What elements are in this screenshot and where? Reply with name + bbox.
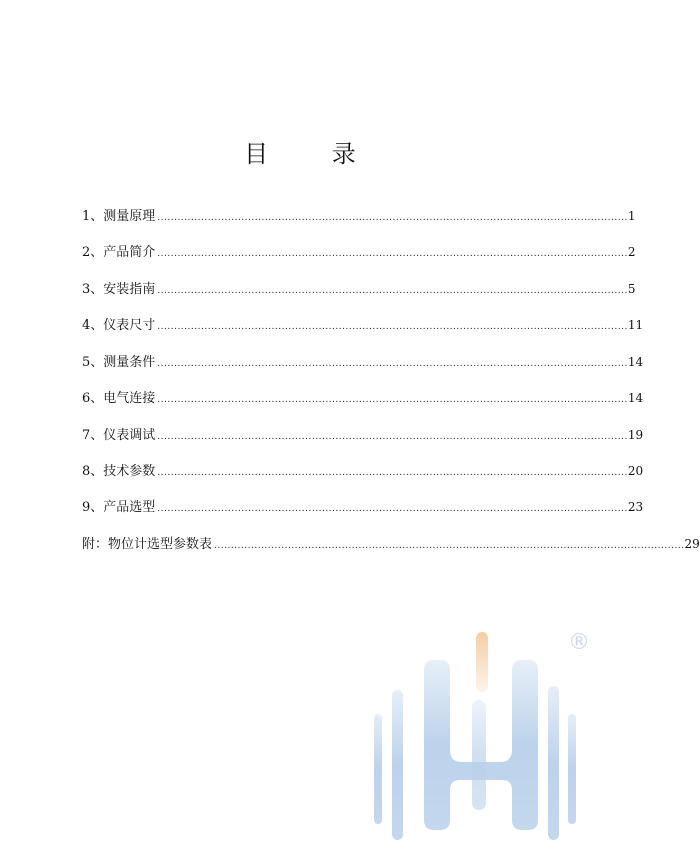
toc-entry-page: 29 <box>684 537 700 551</box>
toc-entry-page: 2 <box>627 245 636 259</box>
toc-leader-dots: ............................................................................................................................................ <box>157 286 628 296</box>
toc-entry-label: 4、仪表尺寸 <box>82 318 156 333</box>
toc-entry-label: 附：物位计选型参数表 <box>82 537 213 552</box>
toc-entry[interactable] <box>82 496 644 516</box>
toc-entry[interactable] <box>82 278 636 298</box>
toc-entry-label: 9、产品选型 <box>82 500 156 515</box>
toc-entry-page: 14 <box>627 391 644 405</box>
toc-entry[interactable] <box>82 387 644 407</box>
toc-leader-dots: ............................................................................................................................................ <box>157 395 628 405</box>
toc-leader-dots: ............................................................................................................................................ <box>157 432 628 442</box>
toc-entry-label: 6、电气连接 <box>82 391 156 406</box>
toc-entry[interactable] <box>82 241 636 261</box>
toc-entry-page: 11 <box>627 318 644 332</box>
toc-entry-page: 20 <box>627 464 644 478</box>
toc-entry-label: 8、技术参数 <box>82 464 156 479</box>
toc-entry-label: 7、仪表调试 <box>82 428 156 443</box>
toc-entry[interactable] <box>82 533 700 553</box>
toc-entry-label: 1、测量原理 <box>82 209 156 224</box>
toc-leader-dots: ............................................................................................................................................ <box>157 213 628 223</box>
toc-entry[interactable] <box>82 205 636 225</box>
toc-leader-dots: ............................................................................................................................................ <box>157 504 628 514</box>
registered-trademark-mark: ® <box>568 630 590 655</box>
company-logo-watermark-icon <box>372 630 600 848</box>
toc-entry-page: 5 <box>627 282 636 296</box>
toc-leader-dots: ............................................................................................................................................ <box>157 249 628 259</box>
toc-leader-dots: ............................................................................................................................................ <box>214 541 685 551</box>
toc-entry[interactable] <box>82 351 644 371</box>
toc-entry-label: 2、产品简介 <box>82 245 156 260</box>
toc-entry[interactable] <box>82 424 644 444</box>
toc-entry-label: 5、测量条件 <box>82 355 156 370</box>
toc-entry-page: 19 <box>627 428 644 442</box>
toc-leader-dots: ............................................................................................................................................ <box>157 468 628 478</box>
toc-entry[interactable] <box>82 314 644 334</box>
toc-leader-dots: ............................................................................................................................................ <box>157 359 628 369</box>
toc-entry-page: 23 <box>627 500 644 514</box>
toc-leader-dots: ............................................................................................................................................ <box>157 322 628 332</box>
toc-entry[interactable] <box>82 460 644 480</box>
toc-entry-page: 14 <box>627 355 644 369</box>
toc-entry-page: 1 <box>627 209 636 223</box>
toc-entry-label: 3、安装指南 <box>82 282 156 297</box>
page-title: 目 录 <box>244 140 384 169</box>
